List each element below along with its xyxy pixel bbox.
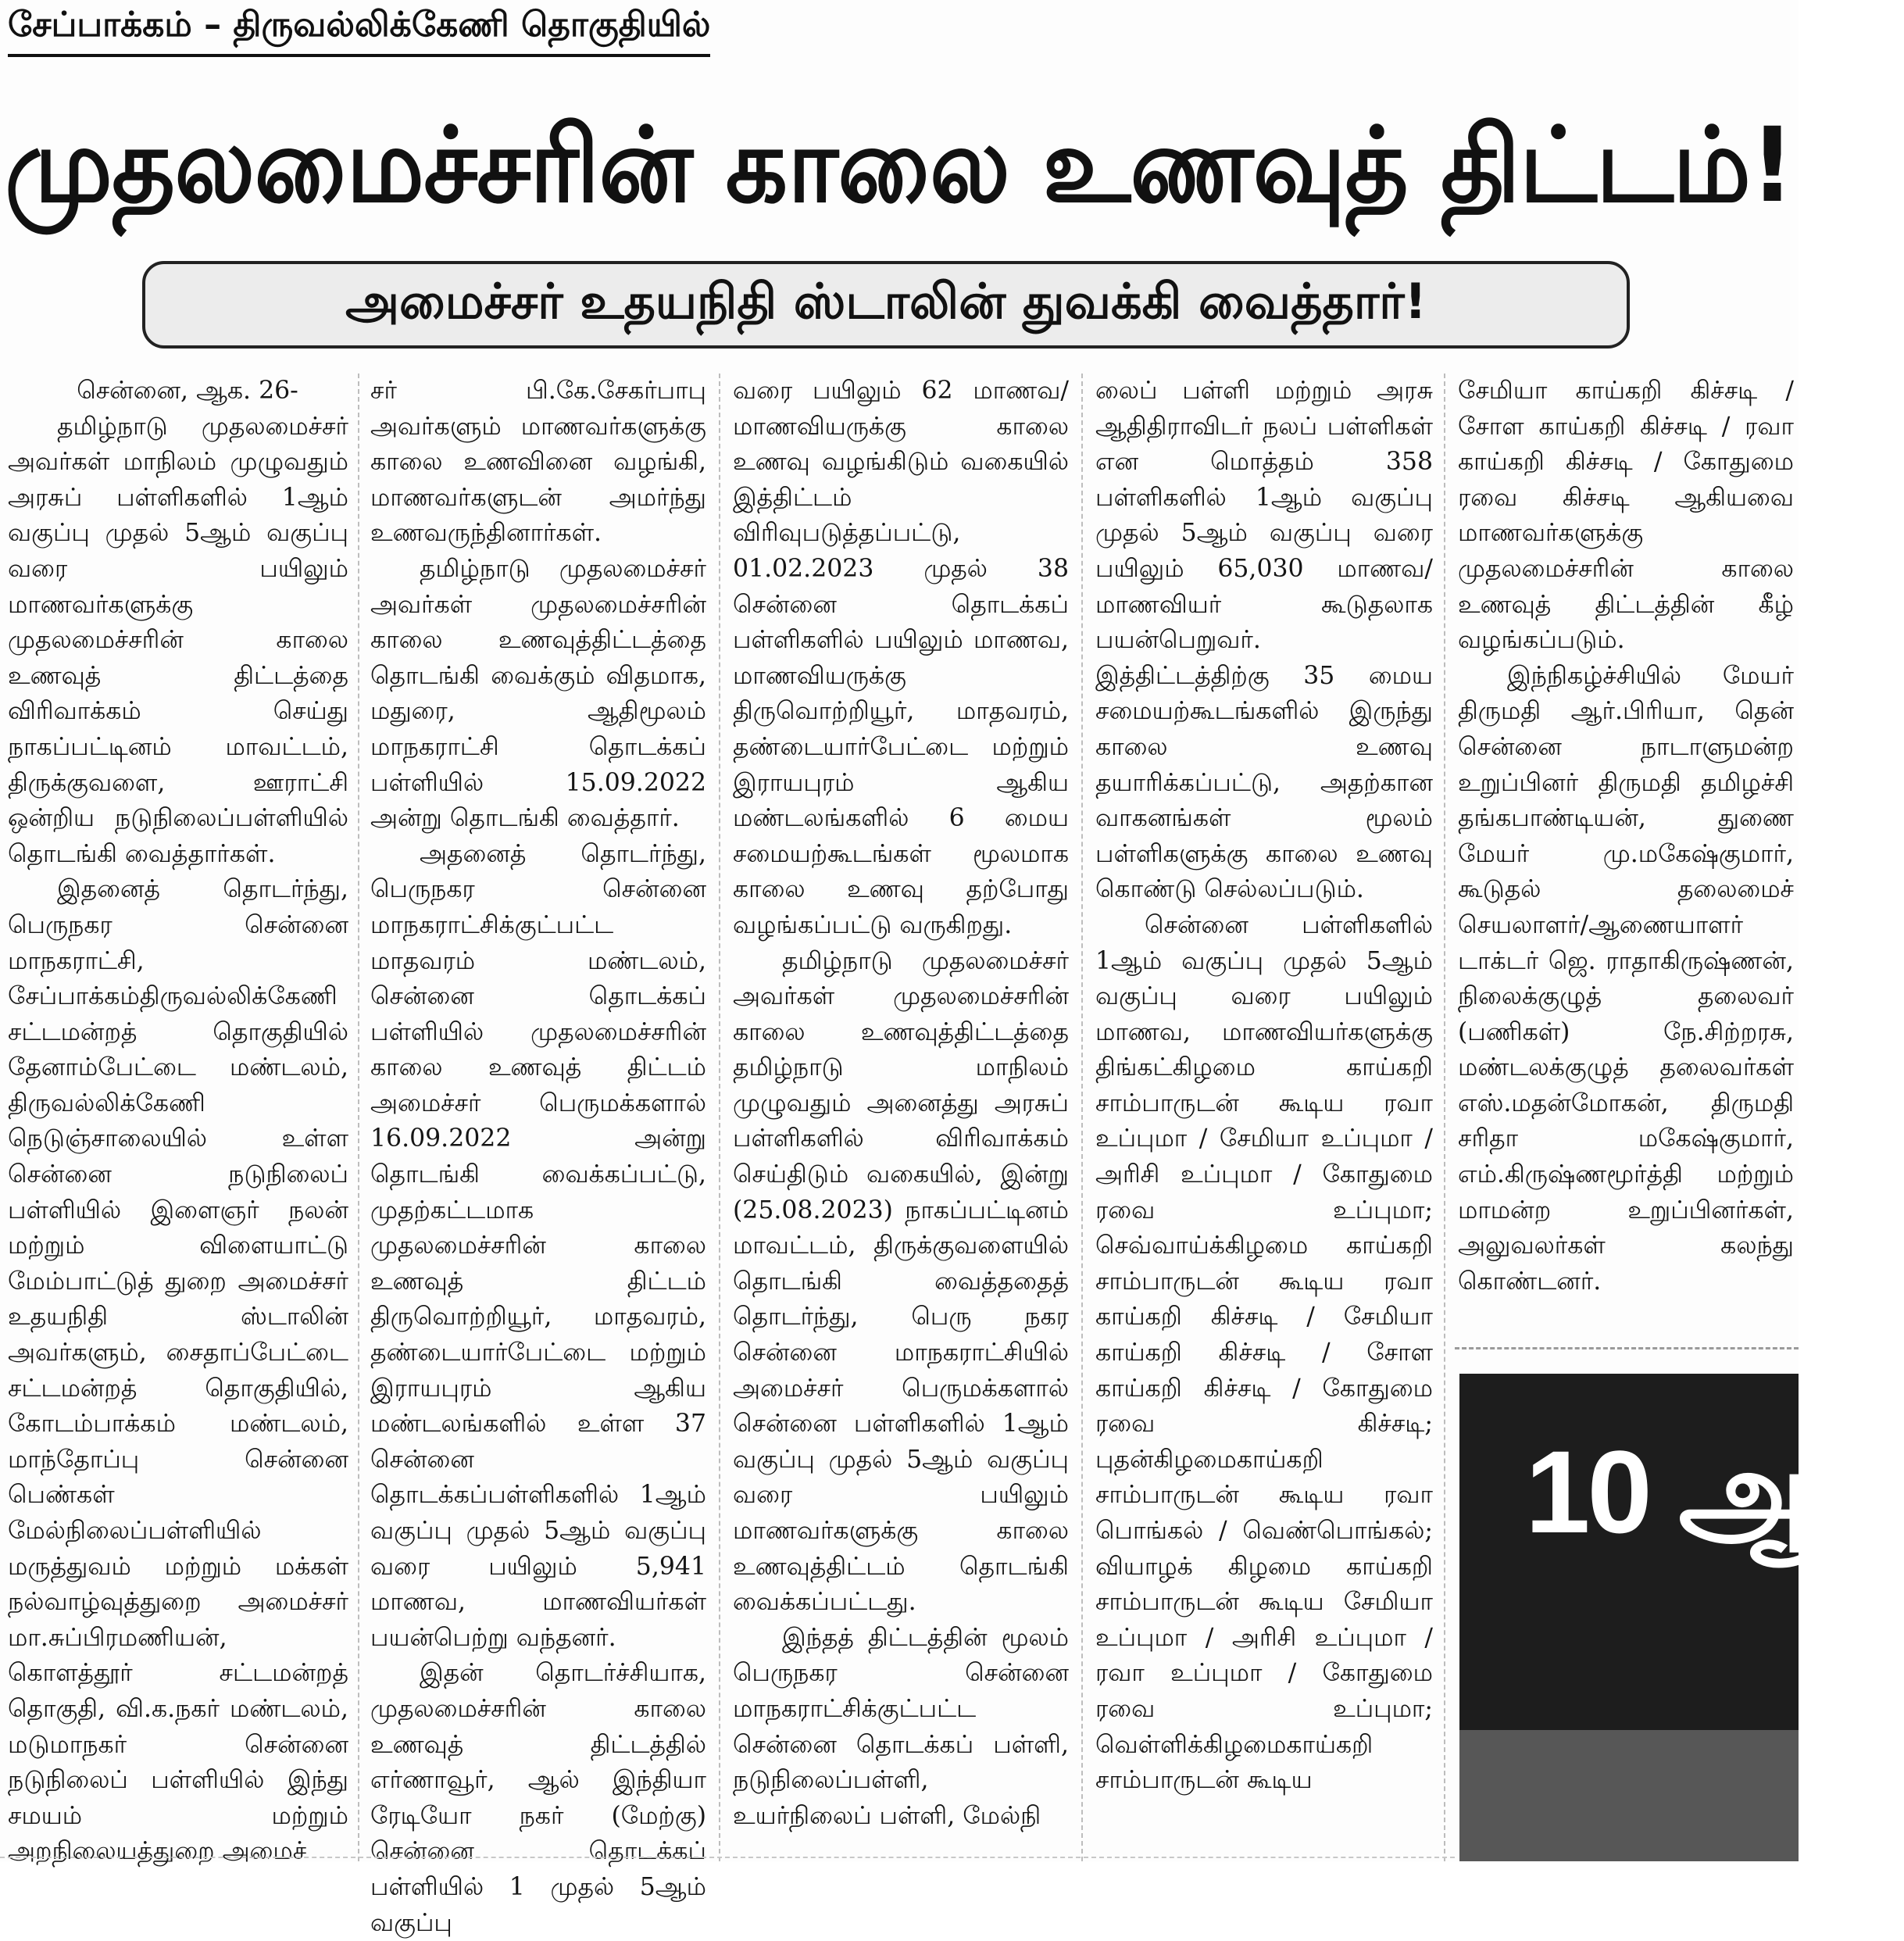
paragraph: சென்னை பள்ளிகளில் 1ஆம் வகுப்பு முதல் 5ஆம் வகுப்பு வரை பயிலும் மாணவ, மாணவியர்களுக்கு திங்கட்கிழமை காய்கறி சாம்பாருடன் கூடிய ரவா உப்புமா / சேமியா உப்புமா / அரிசி உப்புமா / கோதுமை ரவை உப்புமா; செவ்வாய்க்கிழமை காய்கறி சாம்பாருடன் கூடிய ரவா காய்கறி கிச்சடி / சேமியா காய்கறி கிச்சடி / சோள காய்கறி கிச்சடி / கோதுமை ரவை கிச்சடி; புதன்கிழமைகாய்கறி சாம்பாருடன் கூடிய ரவா பொங்கல் / வெண்பொங்கல்; வியாழக் கிழமை காய்கறி சாம்பாருடன் கூடிய சேமியா உப்புமா / அரிசி உப்புமா / ரவா உப்புமா / கோதுமை ரவை உப்புமா; வெள்ளிக்கிழமைகாய்கறி சாம்பாருடன் கூடிய [1095,910,1433,1795]
kicker-label: சேப்பாக்கம் – திருவல்லிக்கேணி தொகுதியில் [8,5,710,57]
article-column-2 [370,374,706,1937]
paragraph: இதனைத் தொடர்ந்து, பெருநகர சென்னை மாநகராட்சி, சேப்பாக்கம்திருவல்லிக்கேணி சட்டமன்றத் தொகுதியில் தேனாம்பேட்டை மண்டலம், திருவல்லிக்கேணி நெடுஞ்சாலையில் உள்ள சென்னை நடுநிலைப் பள்ளியில் இளைஞர் நலன் மற்றும் விளையாட்டு மேம்பாட்டுத் துறை அமைச்சர் உதயநிதி ஸ்டாலின் அவர்களும், சைதாப்பேட்டை சட்டமன்றத் தொகுதியில், கோடம்பாக்கம் மண்டலம், மாந்தோப்பு சென்னை பெண்கள் மேல்நிலைப்பள்ளியில் மருத்துவம் மற்றும் மக்கள் நல்வாழ்வுத்துறை அமைச்சர் மா.சுப்பிரமணியன், கொளத்தூர் சட்டமன்றத் தொகுதி, வி.க.நகர் மண்டலம், மடுமாநகர் சென்னை நடுநிலைப் பள்ளியில் இந்து சமயம் மற்றும் அறநிலையத்துறை அமைச் [8,875,348,1866]
bottom-divider [0,1857,1455,1858]
article-column-4 [1095,374,1433,1861]
subheadline-box [142,261,1630,349]
paragraph: தமிழ்நாடு முதலமைச்சர் அவர்கள் மாநிலம் முழுவதும் அரசுப் பள்ளிகளில் 1ஆம் வகுப்பு முதல் 5ஆம் வகுப்பு வரை பயிலும் மாணவர்களுக்கு முதலமைச்சரின் காலை உணவுத் திட்டத்தை விரிவாக்கம் செய்து நாகப்பட்டினம் மாவட்டம், திருக்குவளை, ஊராட்சி ஒன்றிய நடுநிலைப்பள்ளியில் தொடங்கி வைத்தார்கள். [8,412,348,868]
teaser-box [1459,1374,1824,1861]
paragraph: லைப் பள்ளி மற்றும் அரசு ஆதிதிராவிடர் நலப் பள்ளிகள் என மொத்தம் 358 பள்ளிகளில் 1ஆம் வகுப்பு முதல் 5ஆம் வகுப்பு வரை பயிலும் 65,030 மாணவ/மாணவியர் கூடுதலாக பயன்பெறுவர். இத்திட்டத்திற்கு 35 மைய சமையற்கூடங்களில் இருந்து காலை உணவு தயாரிக்கப்பட்டு, அதற்கான வாகனங்கள் மூலம் பள்ளிகளுக்கு காலை உணவு கொண்டு செல்லப்படும். [1095,377,1433,904]
paragraph: தமிழ்நாடு முதலமைச்சர் அவர்கள் முதலமைச்சரின் காலை உணவுத்திட்டத்தை தமிழ்நாடு மாநிலம் முழுவதும் அனைத்து அரசுப் பள்ளிகளில் விரிவாக்கம் செய்திடும் வகையில், இன்று (25.08.2023) நாகப்பட்டினம் மாவட்டம், திருக்குவளையில் தொடங்கி வைத்ததைத் தொடர்ந்து, பெரு நகர சென்னை மாநகராட்சியில் அமைச்சர் பெருமக்களால் சென்னை பள்ளிகளில் 1ஆம் வகுப்பு முதல் 5ஆம் வகுப்பு வரை பயிலும் மாணவர்களுக்கு காலை உணவுத்திட்டம் தொடங்கி வைக்கப்பட்டது. [733,946,1069,1617]
paragraph: இந்தத் திட்டத்தின் மூலம் பெருநகர சென்னை மாநகராட்சிக்குட்பட்ட சென்னை தொடக்கப் பள்ளி, நடுநிலைப்பள்ளி, உயர்நிலைப் பள்ளி, மேல்நி [733,1623,1069,1830]
paragraph: இந்நிகழ்ச்சியில் மேயர் திருமதி ஆர்.பிரியா, தென் சென்னை நாடாளுமன்ற உறுப்பினர் திருமதி தமிழச்சி தங்கபாண்டியன், துணை மேயர் மு.மகேஷ்குமார், கூடுதல் தலைமைச் செயலாளர்/ஆணையாளர் டாக்டர் ஜெ. ராதாகிருஷ்ணன், நிலைக்குழுத் தலைவர் (பணிகள்) நே.சிற்றரசு, மண்டலக்குழுத் தலைவர்கள் எஸ்.மதன்மோகன், திருமதி சரிதா மகேஷ்குமார், எம்.கிருஷ்ணமூர்த்தி மற்றும் மாமன்ற உறுப்பினர்கள், அலுவலர்கள் கலந்து கொண்டனர். [1458,661,1794,1296]
article-column-5 [1458,374,1794,1333]
teaser-lower-band [1459,1730,1799,1861]
paragraph: சர் பி.கே.சேகர்பாபு அவர்களும் மாணவர்களுக்கு காலை உணவினை வழங்கி, மாணவர்களுடன் அமர்ந்து உணவருந்தினார்கள். [370,377,706,548]
subheadline: அமைச்சர் உதயநிதி ஸ்டாலின் துவக்கி வைத்தார்! [345,273,1427,330]
teaser-headline: 10 ஆ [1525,1426,1824,1557]
paragraph: வரை பயிலும் 62 மாணவ/மாணவியருக்கு காலை உணவு வழங்கிடும் வகையில் இத்திட்டம் விரிவுபடுத்தப்பட்டு, 01.02.2023 முதல் 38 சென்னை தொடக்கப் பள்ளிகளில் பயிலும் மாணவ, மாணவியருக்கு திருவொற்றியூர், மாதவரம், தண்டையார்பேட்டை மற்றும் இராயபுரம் ஆகிய மண்டலங்களில் 6 மைய சமையற்கூடங்கள் மூலமாக காலை உணவு தற்போது வழங்கப்பட்டு வருகிறது. [733,377,1069,939]
headline: முதலமைச்சரின் காலை உணவுத் திட்டம்! [5,105,1794,226]
paragraph: அதனைத் தொடர்ந்து, பெருநகர சென்னை மாநகராட்சிக்குட்பட்ட மாதவரம் மண்டலம், சென்னை தொடக்கப் பள்ளியில் முதலமைச்சரின் காலை உணவுத் திட்டம் அமைச்சர் பெருமக்களால் 16.09.2022 அன்று தொடங்கி வைக்கப்பட்டு, முதற்கட்டமாக முதலமைச்சரின் காலை உணவுத் திட்டம் திருவொற்றியூர், மாதவரம், தண்டையார்பேட்டை மற்றும் இராயபுரம் ஆகிய மண்டலங்களில் உள்ள 37 சென்னை தொடக்கப்பள்ளிகளில் 1ஆம் வகுப்பு முதல் 5ஆம் வகுப்பு வரை பயிலும் 5,941 மாணவ, மாணவியர்கள் பயன்பெற்று வந்தனர். [370,839,706,1652]
article-column-3 [733,374,1069,1861]
paragraph: இதன் தொடர்ச்சியாக, முதலமைச்சரின் காலை உணவுத் திட்டத்தில் எர்ணாவூர், ஆல் இந்தியா ரேடியோ நகர் (மேற்கு) சென்னை தொடக்கப் பள்ளியில் 1 முதல் 5ஆம் வகுப்பு [370,1659,706,1937]
paragraph: தமிழ்நாடு முதலமைச்சர் அவர்கள் முதலமைச்சரின் காலை உணவுத்திட்டத்தை தொடங்கி வைக்கும் விதமாக, மதுரை, ஆதிமூலம் மாநகராட்சி தொடக்கப் பள்ளியில் 15.09.2022 அன்று தொடங்கி வைத்தார். [370,554,706,833]
paragraph: சேமியா காய்கறி கிச்சடி / சோள காய்கறி கிச்சடி / ரவா காய்கறி கிச்சடி / கோதுமை ரவை கிச்சடி ஆகியவை மாணவர்களுக்கு முதலமைச்சரின் காலை உணவுத் திட்டத்தின் கீழ் வழங்கப்படும். [1458,377,1794,655]
article-column-1 [8,374,348,1866]
section-divider [1455,1347,1799,1349]
dateline: சென்னை, ஆக. 26- [77,377,298,405]
